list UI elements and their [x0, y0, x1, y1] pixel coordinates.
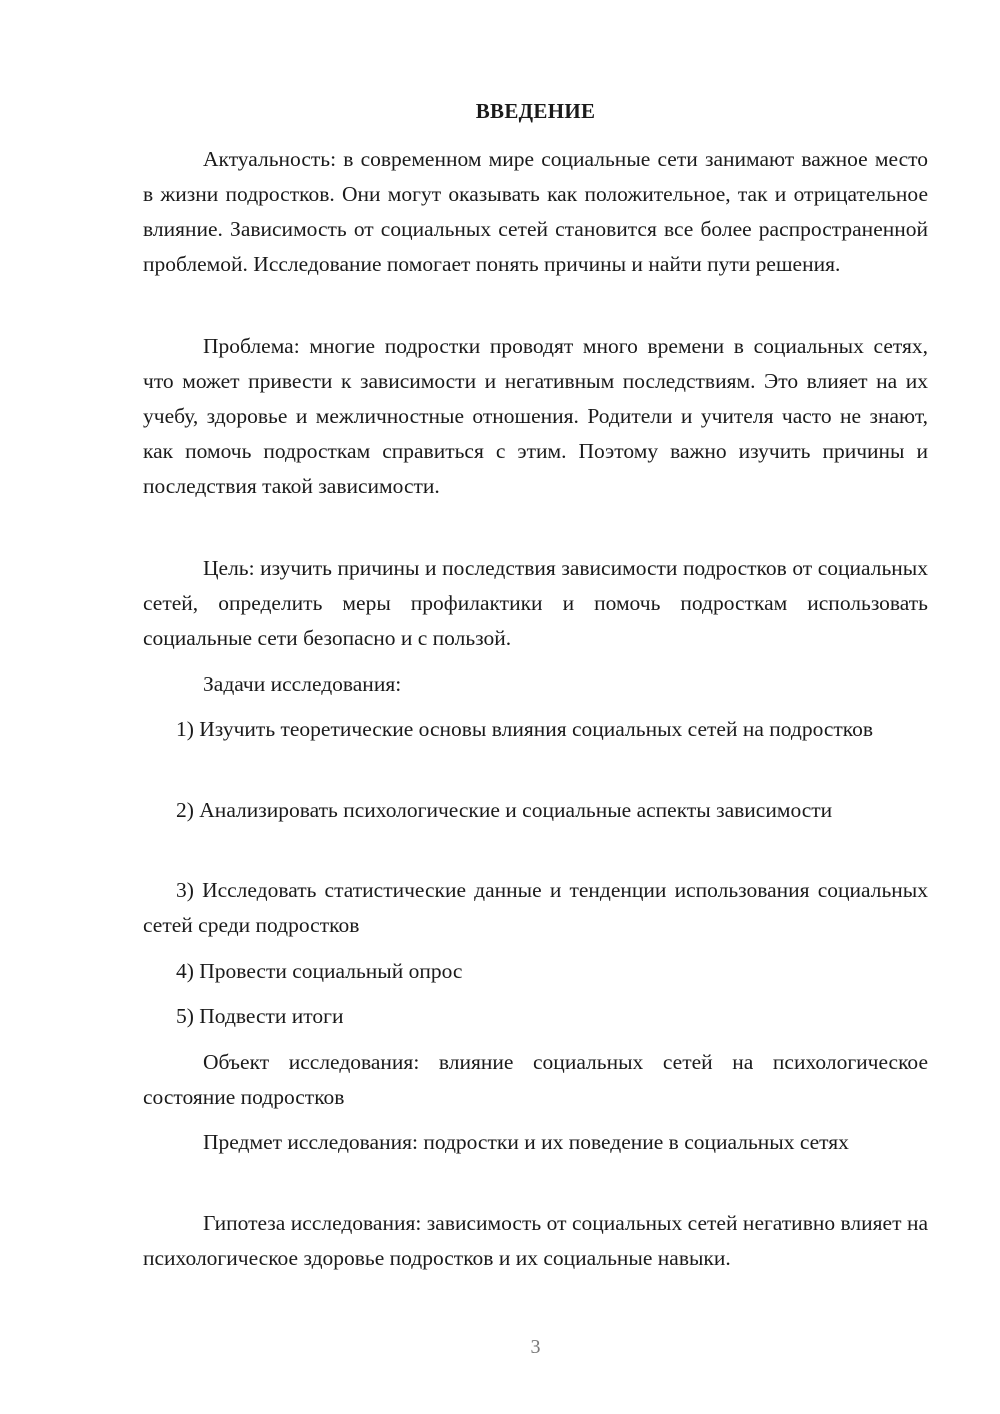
paragraph-object: Объект исследования: влияние социальных сетей на психологическое состояние подростков — [143, 1050, 928, 1109]
task-item-1: 1) Изучить теоретические основы влияния социальных сетей на подростков — [176, 717, 874, 741]
paragraph-problem: Проблема: многие подростки проводят много времени в социальных сетях, что может привести к зависимости и негативным последствиям. Это влияет на их учебу, здоровье и межличностные отношения. Родители и учителя часто не знают, как помочь подросткам справиться с этим. Поэтому важно изучить причины и последствия такой зависимости. — [143, 334, 928, 498]
paragraph-subject: Предмет исследования: подростки и их поведение в социальных сетях — [203, 1130, 849, 1154]
paragraph-hypothesis: Гипотеза исследования: зависимость от социальных сетей негативно влияет на психологическое здоровье подростков и их социальные навыки. — [143, 1211, 928, 1270]
section-heading: ВВЕДЕНИЕ — [475, 99, 596, 123]
paragraph-goal: Цель: изучить причины и последствия зависимости подростков от социальных сетей, определить меры профилактики и помочь подросткам использовать социальные сети безопасно и с пользой. — [143, 556, 928, 650]
page-number: 3 — [530, 1336, 541, 1358]
paragraph-relevance: Актуальность: в современном мире социальные сети занимают важное место в жизни подростков. Они могут оказывать как положительное, так и отрицательное влияние. Зависимость от социальных сетей становится все более распространенной проблемой. Исследование помогает понять причины и найти пути решения. — [143, 147, 928, 276]
task-item-4: 4) Провести социальный опрос — [176, 959, 463, 983]
tasks-heading: Задачи исследования: — [203, 672, 402, 696]
task-item-3: 3) Исследовать статистические данные и тенденции использования социальных сетей среди подростков — [143, 878, 928, 937]
task-item-2: 2) Анализировать психологические и социальные аспекты зависимости — [176, 798, 833, 822]
task-item-5: 5) Подвести итоги — [176, 1004, 344, 1028]
